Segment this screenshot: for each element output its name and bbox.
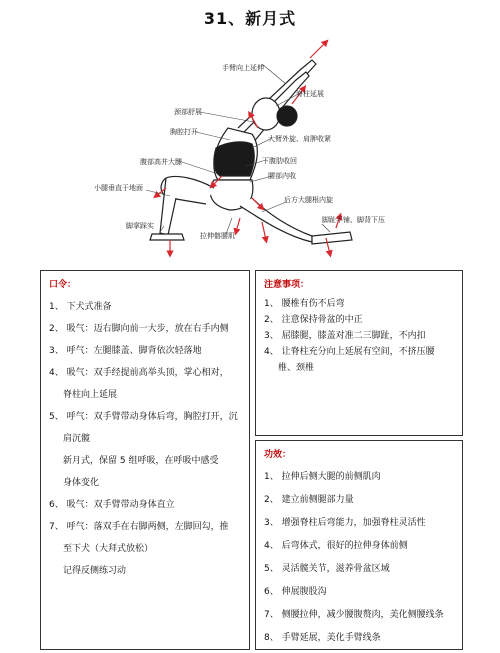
list-item: 记得反侧练习动 [63, 566, 127, 576]
label-hip-flexor-open: 后方大腿根内旋 [284, 196, 333, 204]
label-back-foot: 脚趾平铺、脚背下压 [322, 216, 385, 224]
label-chest-open: 胸腔打开 [170, 128, 198, 136]
benefits-heading: 功效： [264, 450, 292, 460]
label-lower-back-inward: 腰部内收 [268, 172, 296, 180]
list-item: 4、 吸气：双手经提前高举头顶，掌心相对， [49, 368, 229, 378]
list-item: 5、 呼气：双手臂带动身体后弯，胸腔打开，沉 [49, 412, 238, 422]
list-item: 至下犬（大拜式放松） [63, 544, 154, 554]
label-shin-vertical: 小腿垂直于地面 [94, 184, 143, 192]
benefits-list [264, 466, 456, 650]
label-arm-out-shoulder-in: 大臂外旋、肩胛收紧 [268, 135, 331, 143]
list-item: 4、 后弯体式，很好的拉伸身体前侧 [264, 541, 408, 551]
notes-heading: 注意事项： [264, 280, 310, 290]
list-item: 7、 侧腰拉伸，减少腰腹赘肉，美化侧腰线条 [264, 610, 444, 620]
label-lengthen-hip: 拉伸髂腰肌 [200, 232, 235, 240]
list-item: 脊柱向上延展 [63, 390, 118, 400]
list-item: 3、 屈膝腿，膝盖对准二三脚趾，不内扣 [264, 331, 426, 341]
label-foot-steady: 脚掌踩实 [126, 222, 154, 230]
list-item: 肩沉髋 [63, 434, 91, 444]
label-lower-rib-in: 下腹肋收回 [262, 157, 297, 165]
instructions-list [49, 296, 243, 582]
pose-illustration [0, 28, 500, 258]
list-item: 6、 伸展腹股沟 [264, 587, 327, 597]
label-neck-relax: 颈部舒展 [174, 108, 202, 116]
list-item: 1、 腰椎有伤不后弯 [264, 299, 345, 309]
list-item: 4、 让脊柱充分向上延展有空间，不挤压腰 [264, 347, 435, 357]
list-item: 3、 呼气：左腿膝盖、脚背依次轻落地 [49, 346, 202, 356]
notes-panel [255, 270, 463, 436]
list-item: 3、 增强脊柱后弯能力，加强脊柱灵活性 [264, 518, 426, 528]
list-item: 8、 手臂延展，美化手臂线条 [264, 633, 381, 643]
page-title: 31、新月式 [203, 9, 297, 28]
notes-list [264, 296, 456, 376]
list-item: 2、 注意保持骨盆的中正 [264, 315, 363, 325]
benefits-panel [255, 440, 463, 650]
list-item: 身体变化 [63, 478, 100, 488]
instructions-panel [40, 270, 250, 650]
label-spine-extend: 脊柱延展 [296, 90, 324, 98]
list-item: 7、 呼气：落双手在右脚两侧，左脚回勾，推 [49, 522, 229, 532]
list-item: 1、 下犬式准备 [49, 302, 112, 312]
list-item: 2、 建立前侧腿部力量 [264, 495, 354, 505]
instructions-heading: 口令： [49, 280, 77, 290]
list-item: 2、 吸气：迈右脚向前一大步，放在右手内侧 [49, 324, 229, 334]
label-arm-up: 手臂向上延伸 [222, 64, 264, 72]
list-item: 新月式，保留 5 组呼吸，在呼吸中感受 [63, 456, 219, 466]
list-item: 5、 灵活髋关节，滋养骨盆区域 [264, 564, 390, 574]
list-item: 6、 吸气：双手臂带动身体直立 [49, 500, 175, 510]
label-belly-tighten: 腹部高并大腿 [140, 158, 182, 166]
list-item: 1、 拉伸后侧大腿的前侧肌肉 [264, 472, 381, 482]
list-item: 椎、颈椎 [278, 363, 315, 373]
